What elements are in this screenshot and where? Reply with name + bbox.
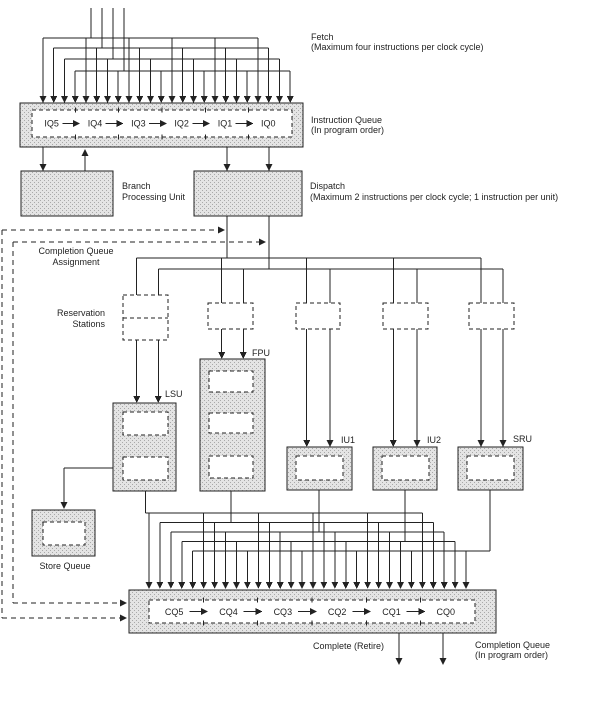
- completion-queue-label-line2: (In program order): [475, 650, 549, 660]
- dispatch-label-line1: Dispatch: [310, 181, 346, 191]
- store-queue-label: Store Queue: [39, 561, 91, 571]
- iq-cell-label: IQ4: [87, 118, 103, 129]
- lsu-stage-1: [123, 412, 168, 435]
- iq-cell-label: IQ3: [131, 118, 146, 129]
- branch-unit-label-line1: Branch: [122, 181, 151, 191]
- iu1-stage: [296, 456, 343, 480]
- iu1-label: IU1: [341, 435, 356, 445]
- cq-cell-label: CQ1: [382, 607, 401, 617]
- fpu-stage-2: [209, 413, 253, 433]
- instruction-queue-label-line2: (In program order): [311, 125, 385, 135]
- iu2-label: IU2: [427, 435, 442, 445]
- iq-cell-label: IQ1: [217, 118, 233, 129]
- iq-cell-label: IQ5: [44, 118, 59, 129]
- lsu-stage-2: [123, 457, 168, 480]
- cq-cell-label: CQ3: [273, 607, 293, 617]
- reservation-station-fpu: [208, 303, 253, 329]
- fetch-crossbar: [43, 8, 290, 102]
- fpu-stage-3: [209, 456, 253, 478]
- reservation-station-iu2: [383, 303, 428, 329]
- instruction-queue-label-line1: Instruction Queue: [311, 115, 383, 125]
- sru-stage: [467, 456, 514, 480]
- reservation-stations-label-line1: Reservation: [56, 308, 105, 318]
- iq-cell-label: IQ0: [261, 118, 276, 129]
- branch-unit-label-line2: Processing Unit: [122, 192, 186, 202]
- reservation-stations-label-line2: Stations: [72, 319, 105, 329]
- lsu-label: LSU: [165, 389, 183, 399]
- completion-queue-label-line1: Completion Queue: [475, 640, 551, 650]
- cq-cell-label: CQ0: [436, 607, 456, 617]
- cq-cell-label: CQ4: [219, 607, 238, 617]
- iq-cell-label: IQ2: [174, 118, 189, 129]
- dispatch-buses: [137, 258, 503, 446]
- reservation-station-sru: [469, 303, 514, 329]
- dispatch-label-line2: (Maximum 2 instructions per clock cycle; 1 instruction per unit): [310, 192, 559, 202]
- reservation-station-iu1: [296, 303, 340, 329]
- fetch-label-line2: (Maximum four instructions per clock cycle): [311, 42, 484, 52]
- fetch-label-line1: Fetch: [311, 32, 334, 42]
- cq-cell-label: CQ5: [164, 607, 184, 617]
- sru-label: SRU: [513, 434, 533, 444]
- cq-cell-label: CQ2: [327, 607, 347, 617]
- fpu-label: FPU: [252, 348, 270, 358]
- completion-assignment-label-line2: Assignment: [52, 257, 100, 267]
- completion-assignment-label-line1: Completion Queue: [38, 246, 114, 256]
- result-crossbar: [146, 490, 491, 588]
- complete-retire-label: Complete (Retire): [313, 641, 385, 651]
- branch-processing-unit-box: [21, 171, 113, 216]
- store-queue-inner-box: [43, 522, 85, 545]
- fpu-stage-1: [209, 371, 253, 392]
- dispatch-box: [194, 171, 302, 216]
- iu2-stage: [382, 456, 429, 480]
